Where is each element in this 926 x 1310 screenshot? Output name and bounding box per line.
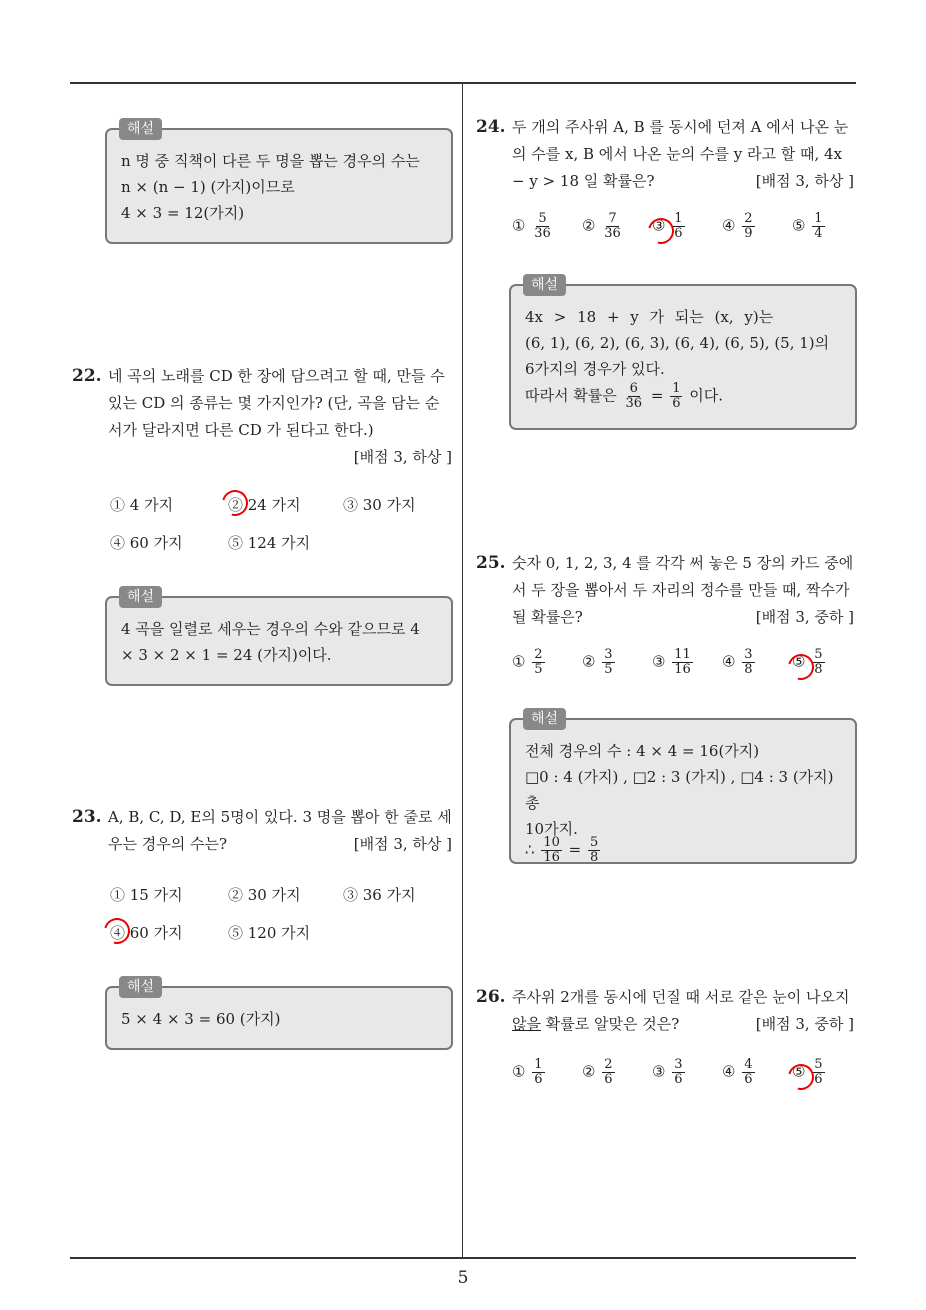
question-text: 네 곡의 노래를 CD 한 장에 담으려고 할 때, 만들 수 있는 CD 의 종류는 몇 가지인가? (단, 곡을 담는 순서가 달라지면 다른 CD 가 된다고 한다.) bbox=[108, 367, 445, 439]
points-label: [배점 3, 중하 ] bbox=[755, 1015, 854, 1033]
q24-choices bbox=[512, 212, 852, 252]
q25-solution-line4: ∴ $\frac{10}{16}$ = $\frac{5}{8}$ bbox=[525, 835, 599, 865]
question-text: 숫자 0, 1, 2, 3, 4 를 각각 써 놓은 5 장의 카드 중에서 두 장을 뽑아서 두 자리의 정수를 만들 때, 짝수가 될 확률은? bbox=[512, 554, 854, 626]
q25-solution-box bbox=[509, 711, 857, 865]
question-number: 22. bbox=[72, 366, 102, 386]
column-divider bbox=[462, 84, 463, 1258]
choice-3[interactable]: ③ 30 가지 bbox=[343, 496, 416, 514]
q25-choices bbox=[512, 648, 852, 688]
q22-choices bbox=[110, 494, 450, 554]
choice-4[interactable]: ④ 60 가지 bbox=[110, 534, 183, 552]
question-number: 25. bbox=[476, 553, 506, 573]
choice-3[interactable]: ③ $\frac{11}{16}$ bbox=[652, 647, 691, 677]
choice-5[interactable]: ⑤ $\frac{5}{6}$ bbox=[792, 1057, 823, 1087]
choice-5[interactable]: ⑤ $\frac{5}{8}$ bbox=[792, 647, 823, 677]
q22-solution-box bbox=[105, 589, 453, 686]
solution-tag: 해설 bbox=[119, 118, 162, 140]
q24-solution-box bbox=[509, 277, 857, 430]
choice-5[interactable]: ⑤ $\frac{1}{4}$ bbox=[792, 211, 823, 241]
choice-5[interactable]: ⑤ 124 가지 bbox=[228, 534, 311, 552]
choice-1[interactable]: ① $\frac{1}{6}$ bbox=[512, 1057, 543, 1087]
solution-tag: 해설 bbox=[119, 976, 162, 998]
page-number: 5 bbox=[457, 1268, 469, 1288]
q25-solution-line2: □0 : 4 (가지) , □2 : 3 (가지) , □4 : 3 (가지) 총 bbox=[525, 768, 834, 812]
choice-2[interactable]: ② 24 가지 bbox=[228, 496, 301, 514]
choice-1[interactable]: ① 4 가지 bbox=[110, 496, 174, 514]
question-number: 23. bbox=[72, 807, 102, 827]
q24-solution-line1: 4x > 18 + y 가 되는 (x, y)는 bbox=[525, 308, 774, 326]
q21-solution-line2: n × (n − 1) (가지)이므로 bbox=[121, 178, 295, 196]
q25-solution-line1: 전체 경우의 수 : 4 × 4 = 16(가지) bbox=[525, 742, 760, 760]
choice-1[interactable]: ① $\frac{5}{36}$ bbox=[512, 211, 551, 241]
choice-4[interactable]: ④ $\frac{3}{8}$ bbox=[722, 647, 753, 677]
solution-tag: 해설 bbox=[119, 586, 162, 608]
choice-2[interactable]: ② $\frac{7}{36}$ bbox=[582, 211, 621, 241]
top-rule bbox=[70, 82, 856, 84]
q23-solution-box bbox=[105, 979, 453, 1050]
question-26 bbox=[476, 984, 854, 1038]
q24-solution-line2: (6, 1), (6, 2), (6, 3), (6, 4), (6, 5), (5, 1)의 bbox=[525, 334, 830, 352]
q22-solution-text: 4 곡을 일렬로 세우는 경우의 수와 같으므로 4 × 3 × 2 × 1 = 24 (가지)이다. bbox=[121, 620, 420, 664]
points-label: [배점 3, 하상 ] bbox=[353, 448, 452, 466]
question-23 bbox=[72, 804, 452, 858]
underlined-word: 않을 bbox=[512, 1015, 541, 1033]
choice-4[interactable]: ④ $\frac{2}{9}$ bbox=[722, 211, 753, 241]
choice-3[interactable]: ③ $\frac{3}{6}$ bbox=[652, 1057, 683, 1087]
question-text-body: A, B, C, D, E의 5명이 있다. 3 명을 뽑아 한 줄로 세우는 경우의 수는? bbox=[108, 808, 452, 853]
points-label: [배점 3, 하상 ] bbox=[353, 835, 452, 853]
choice-5[interactable]: ⑤ 120 가지 bbox=[228, 924, 311, 942]
q24-solution-line4: 따라서 확률은 $\frac{6}{36}$ = $\frac{1}{6}$ 이다. bbox=[525, 381, 723, 411]
question-text: 두 개의 주사위 A, B 를 동시에 던져 A 에서 나온 눈의 수를 x, B 에서 나온 눈의 수를 y 라고 할 때, 4x − y > 18 일 확률은? bbox=[512, 118, 849, 190]
points-label: [배점 3, 하상 ] bbox=[755, 172, 854, 190]
question-22 bbox=[72, 363, 452, 471]
solution-tag: 해설 bbox=[523, 274, 566, 296]
choice-2[interactable]: ② $\frac{3}{5}$ bbox=[582, 647, 613, 677]
q24-solution-line3: 6가지의 경우가 있다. bbox=[525, 360, 665, 378]
question-24 bbox=[476, 114, 854, 195]
solution-tag: 해설 bbox=[523, 708, 566, 730]
choice-4[interactable]: ④ $\frac{4}{6}$ bbox=[722, 1057, 753, 1087]
points-label: [배점 3, 중하 ] bbox=[755, 608, 854, 626]
choice-2[interactable]: ② $\frac{2}{6}$ bbox=[582, 1057, 613, 1087]
question-number: 26. bbox=[476, 987, 506, 1007]
bottom-rule bbox=[70, 1257, 856, 1259]
q21-solution-line1: n 명 중 직책이 다른 두 명을 뽑는 경우의 수는 bbox=[121, 152, 420, 170]
choice-1[interactable]: ① 15 가지 bbox=[110, 886, 183, 904]
q21-solution-line3: 4 × 3 = 12(가지) bbox=[121, 204, 245, 222]
question-number: 24. bbox=[476, 117, 506, 137]
q23-choices bbox=[110, 884, 450, 944]
choice-4[interactable]: ④ 60 가지 bbox=[110, 924, 183, 942]
choice-3[interactable]: ③ 36 가지 bbox=[343, 886, 416, 904]
choice-3[interactable]: ③ $\frac{1}{6}$ bbox=[652, 211, 683, 241]
q23-solution-text: 5 × 4 × 3 = 60 (가지) bbox=[121, 1010, 281, 1028]
question-text: 주사위 2개를 동시에 던질 때 서로 같은 눈이 나오지 않을 확률로 알맞은 것은? bbox=[512, 988, 850, 1033]
choice-1[interactable]: ① $\frac{2}{5}$ bbox=[512, 647, 543, 677]
choice-2[interactable]: ② 30 가지 bbox=[228, 886, 301, 904]
answer-mark-circle bbox=[217, 485, 253, 521]
question-25 bbox=[476, 550, 854, 631]
q25-solution-line3: 10가지. bbox=[525, 820, 578, 838]
q26-choices bbox=[512, 1058, 852, 1098]
answer-mark-circle bbox=[99, 913, 135, 949]
q21-solution-box bbox=[105, 121, 453, 244]
